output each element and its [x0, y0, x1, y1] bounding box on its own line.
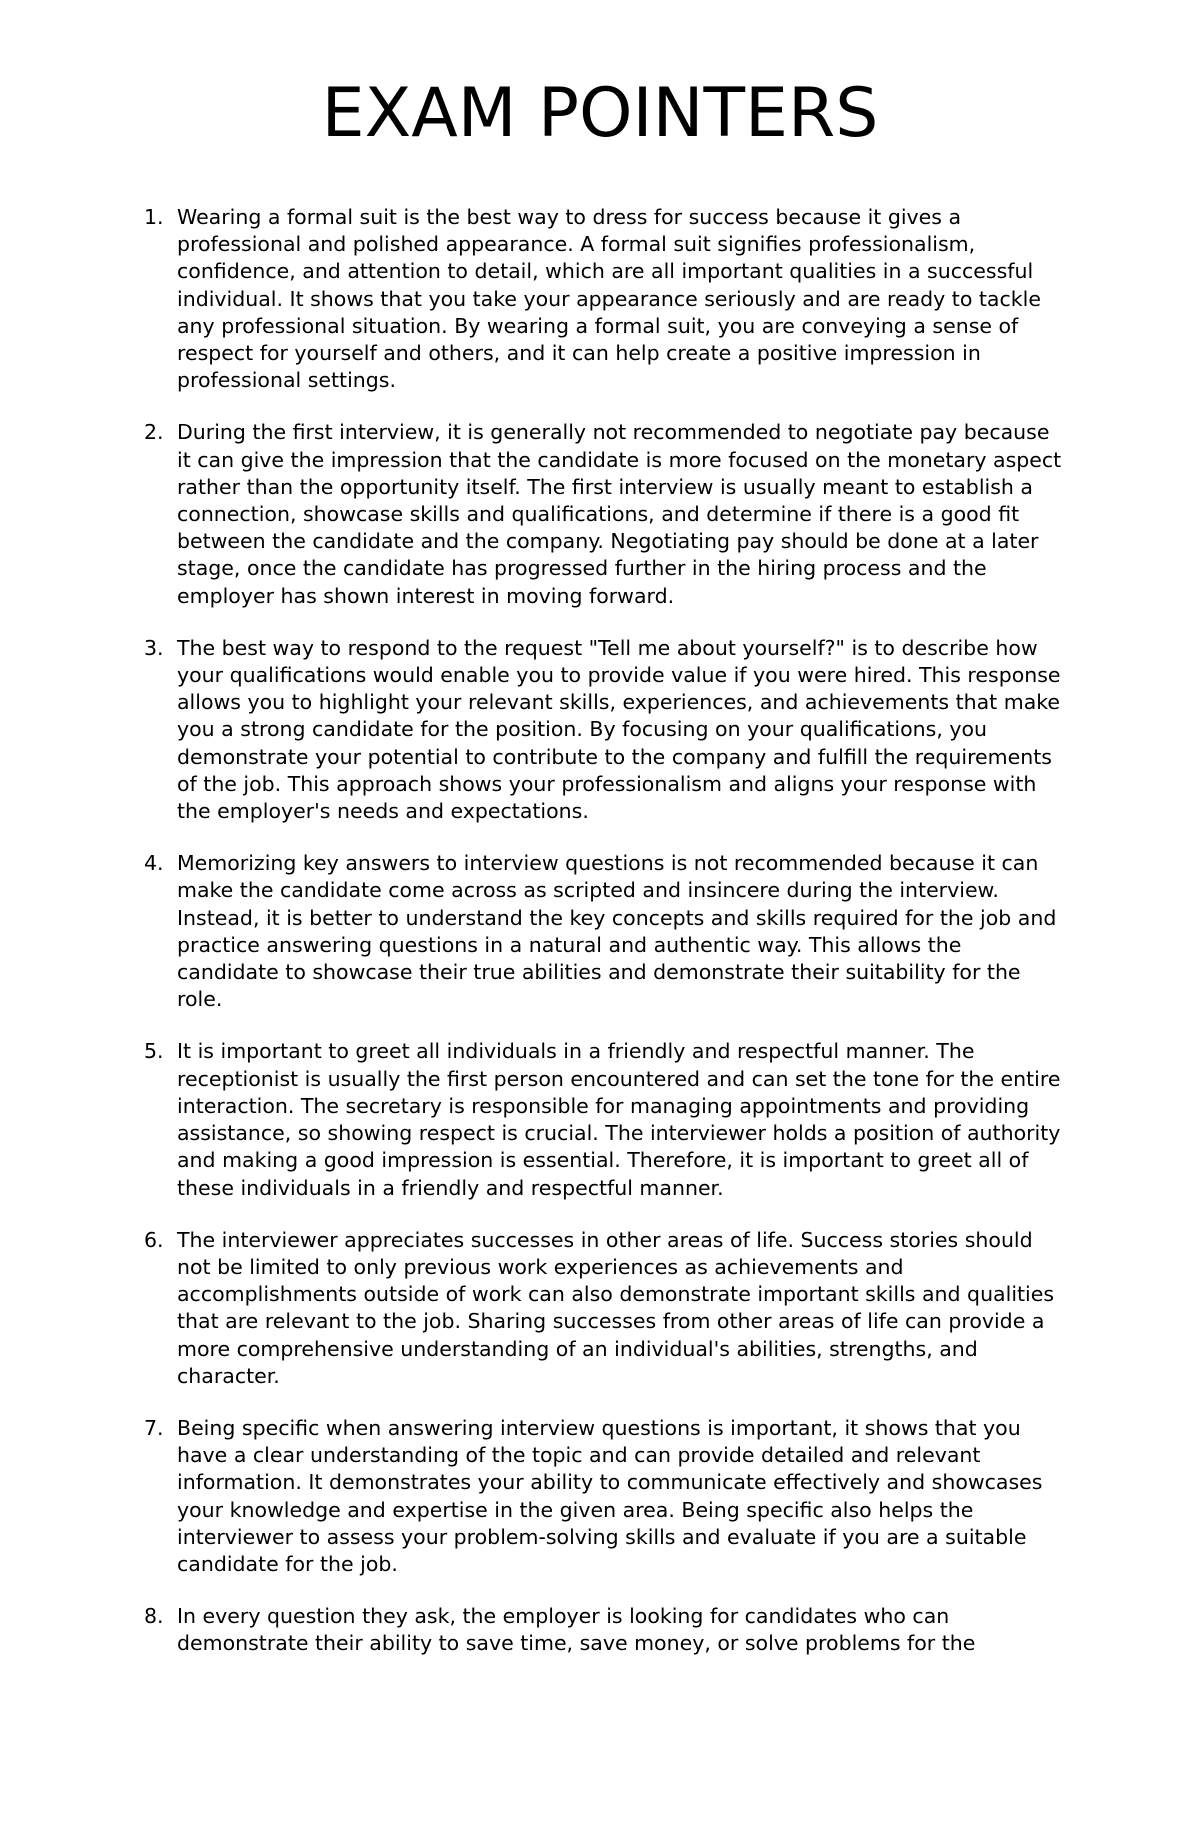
pointer-list: [144, 204, 1064, 1683]
list-item: [144, 1415, 1064, 1578]
list-item-number: 7.: [144, 1415, 164, 1440]
list-item-text: During the first interview, it is generally not recommended to negotiate pay because it can give the impression that the candidate is more focused on the monetary aspect rather than the opportunity itself. The first interview is usually meant to establish a connection, showcase skills and qualifications, and determine if there is a good fit between the candidate and the company. Negotiating pay should be done at a later stage, once the candidate has progressed further in the hiring process and the employer has shown interest in moving forward.: [177, 420, 1062, 608]
list-item-text: It is important to greet all individuals in a friendly and respectful manner. The receptionist is usually the first person encountered and can set the tone for the entire interaction. The secretary is responsible for managing appointments and providing assistance, so showing respect is crucial. The interviewer holds a position of authority and making a good impression is essential. Therefore, it is important to greet all of these individuals in a friendly and respectful manner.: [177, 1039, 1061, 1200]
list-item: [144, 635, 1064, 825]
list-item-number: 2.: [144, 420, 164, 445]
page-title: EXAM POINTERS: [321, 74, 879, 153]
list-item-text: The best way to respond to the request "Tell me about yourself?" is to describe how your qualifications would enable you to provide value if you were hired. This response allows you to highlight your relevant skills, experiences, and achievements that make you a strong candidate for the position. By focusing on your qualifications, you demonstrate your potential to contribute to the company and fulfill the requirements of the job. This approach shows your professionalism and aligns your response with the employer's needs and expectations.: [177, 635, 1061, 824]
list-item: [144, 1603, 1064, 1657]
list-item-number: 4.: [144, 851, 164, 876]
list-item-number: 1.: [144, 205, 164, 229]
list-item-text: In every question they ask, the employer is looking for candidates who can demonstrate their ability to save time, save money, or solve problems for the: [177, 1604, 976, 1656]
list-item-number: 8.: [144, 1604, 164, 1629]
list-item: [144, 1227, 1064, 1390]
list-item: [144, 1038, 1064, 1201]
list-item-number: 5.: [144, 1039, 164, 1064]
list-item-text: Being specific when answering interview questions is important, it shows that you have a clear understanding of the topic and can provide detailed and relevant information. It demonstrates your ability to communicate effectively and showcases your knowledge and expertise in the given area. Being specific also helps the interviewer to assess your problem-solving skills and evaluate if you are a suitable candidate for the job.: [177, 1415, 1043, 1576]
list-item-number: 6.: [144, 1227, 164, 1252]
list-item: [144, 850, 1064, 1013]
list-item-text: Memorizing key answers to interview questions is not recommended because it can make the candidate come across as scripted and insincere during the interview. Instead, it is better to understand the key concepts and skills required for the job and practice answering questions in a natural and authentic way. This allows the candidate to showcase their true abilities and demonstrate their suitability for the role.: [177, 851, 1057, 1012]
list-item: [144, 204, 1064, 394]
list-item-number: 3.: [144, 635, 164, 660]
list-item-text: Wearing a formal suit is the best way to dress for success because it gives a professional and polished appearance. A formal suit signifies professionalism, confidence, and attention to detail, which are all important qualities in a successful individual. It shows that you take your appearance seriously and are ready to tackle any professional situation. By wearing a formal suit, you are conveying a sense of respect for yourself and others, and it can help create a positive impression in professional settings.: [177, 205, 1041, 393]
list-item: [144, 419, 1064, 609]
list-item-text: The interviewer appreciates successes in other areas of life. Success stories should not be limited to only previous work experiences as achievements and accomplishments outside of work can also demonstrate important skills and qualities that are relevant to the job. Sharing successes from other areas of life can provide a more comprehensive understanding of an individual's abilities, strengths, and character.: [177, 1227, 1055, 1388]
